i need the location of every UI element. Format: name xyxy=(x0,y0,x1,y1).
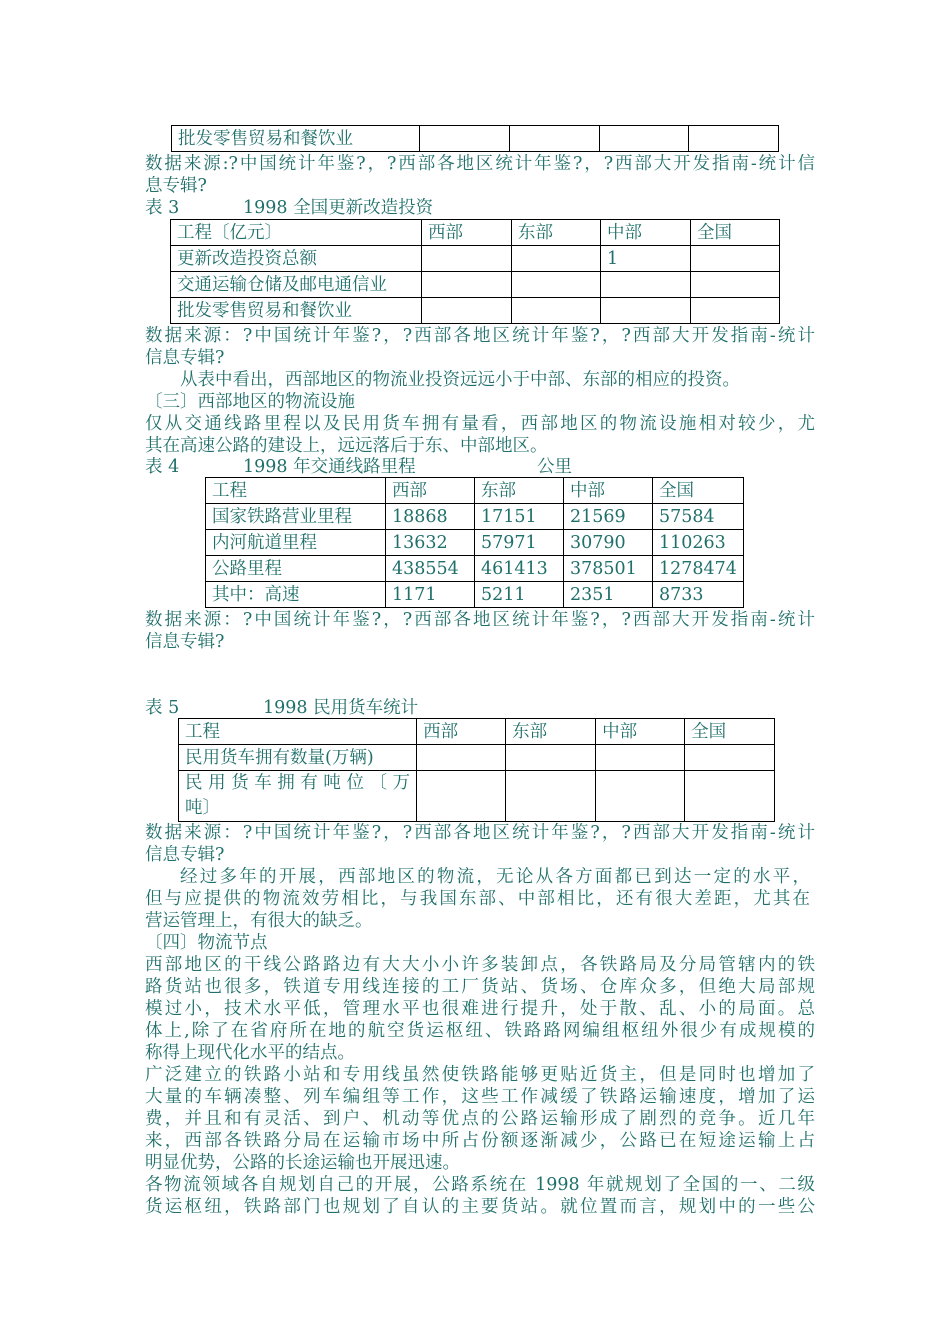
table-cell: 378501 xyxy=(564,556,653,582)
row-label: 国家铁路营业里程 xyxy=(206,504,386,530)
table-4 xyxy=(205,477,744,608)
column-header: 工程〔亿元〕 xyxy=(171,220,422,246)
table-caption-title: 1998 全国更新改造投资 xyxy=(243,198,434,218)
table-caption-title: 1998 民用货车统计 xyxy=(263,698,419,718)
table-cell: 1 xyxy=(601,246,691,272)
row-label-line: 民 用 货 车 拥 有 吨 位 〔 万 xyxy=(185,773,411,793)
table-cell: 17151 xyxy=(475,504,564,530)
column-header: 中部 xyxy=(601,220,691,246)
data-source-line: 息专辑? xyxy=(145,176,207,196)
paragraph-line: 模过小，技术水平低，管理水平也很难进行提升，处于散、乱、小的局面。总 xyxy=(145,999,815,1019)
table-cell xyxy=(601,298,691,324)
table-cell xyxy=(691,272,780,298)
table-cell: 57584 xyxy=(653,504,744,530)
table-cell xyxy=(420,126,510,152)
table-row xyxy=(172,126,779,152)
row-label: 批发零售贸易和餐饮业 xyxy=(171,298,422,324)
table-cell xyxy=(417,745,506,771)
column-header: 东部 xyxy=(475,478,564,504)
paragraph-line: 但与应提供的物流效劳相比，与我国东部、中部相比，还有很大差距，尤其在 xyxy=(145,889,810,909)
table-cell: 461413 xyxy=(475,556,564,582)
paragraph-line: 费，并且和有灵活、到户、机动等优点的公路运输形成了剧烈的竞争。近几年 xyxy=(145,1109,815,1129)
column-header: 东部 xyxy=(506,719,596,745)
table-header-row xyxy=(179,719,775,745)
table-3 xyxy=(170,219,780,324)
data-source-line: 数据来源：?中国统计年鉴?，?西部各地区统计年鉴?，?西部大开发指南-统计 xyxy=(145,326,815,346)
table-cell: 18868 xyxy=(386,504,475,530)
row-label: 更新改造投资总额 xyxy=(171,246,422,272)
table-cell xyxy=(601,272,691,298)
table-row xyxy=(171,246,780,272)
table-cell xyxy=(506,771,596,822)
paragraph-line: 仅从交通线路里程以及民用货车拥有量看，西部地区的物流设施相对较少，尤 xyxy=(145,414,815,434)
table-cell xyxy=(689,126,779,152)
paragraph-line: 其在高速公路的建设上，远远落后于东、中部地区。 xyxy=(145,436,548,456)
table-cell xyxy=(691,246,780,272)
table-cell: 8733 xyxy=(653,582,744,608)
table-row xyxy=(179,771,775,822)
paragraph-line: 西部地区的干线公路路边有大大小小许多装卸点，各铁路局及分局管辖内的铁 xyxy=(145,955,815,975)
paragraph-line: 来，西部各铁路分局在运输市场中所占份额逐渐减少，公路已在短途运输上占 xyxy=(145,1131,815,1151)
table-cell: 21569 xyxy=(564,504,653,530)
table-cell xyxy=(510,126,600,152)
data-source-line: 数据来源:?中国统计年鉴?，?西部各地区统计年鉴?，?西部大开发指南-统计信 xyxy=(145,154,815,174)
row-label: 其中：高速 xyxy=(206,582,386,608)
column-header: 中部 xyxy=(596,719,685,745)
table-row xyxy=(171,272,780,298)
table-row xyxy=(206,582,744,608)
row-label-line: 吨〕 xyxy=(185,798,220,818)
paragraph-line: 营运管理上，有很大的缺乏。 xyxy=(145,911,373,931)
column-header: 全国 xyxy=(691,220,780,246)
table-cell xyxy=(600,126,689,152)
table-cell xyxy=(422,246,512,272)
column-header: 西部 xyxy=(417,719,506,745)
table-5 xyxy=(178,718,775,822)
column-header: 中部 xyxy=(564,478,653,504)
data-source-line: 信息专辑? xyxy=(145,845,225,865)
column-header: 东部 xyxy=(512,220,601,246)
column-header: 全国 xyxy=(685,719,775,745)
paragraph-line: 经过多年的开展，西部地区的物流，无论从各方面都已到达一定的水平， xyxy=(180,867,810,887)
paragraph-line: 广泛建立的铁路小站和专用线虽然使铁路能够更贴近货主，但是同时也增加了 xyxy=(145,1065,815,1085)
paragraph-line: 明显优势，公路的长途运输也开展迅速。 xyxy=(145,1153,460,1173)
table-cell: 110263 xyxy=(653,530,744,556)
table-header-row xyxy=(206,478,744,504)
paragraph-line: 称得上现代化水平的结点。 xyxy=(145,1043,355,1063)
row-label: 交通运输仓储及邮电通信业 xyxy=(171,272,422,298)
table-caption-number: 表 5 xyxy=(145,698,180,718)
column-header: 西部 xyxy=(422,220,512,246)
table-cell xyxy=(417,771,506,822)
table-caption-number: 表 4 xyxy=(145,457,180,477)
data-source-line: 信息专辑? xyxy=(145,348,225,368)
table-cell: 批发零售贸易和餐饮业 xyxy=(172,126,420,152)
table-row xyxy=(179,745,775,771)
table-cell: 5211 xyxy=(475,582,564,608)
table-header-row xyxy=(171,220,780,246)
row-label: 民用货车拥有数量(万辆) xyxy=(179,745,417,771)
paragraph-line: 路货站也很多，铁道专用线连接的工厂货站、货场、仓库众多，但绝大局部规 xyxy=(145,977,815,997)
section-heading: 〔三〕西部地区的物流设施 xyxy=(145,392,355,412)
table-row xyxy=(171,298,780,324)
row-label xyxy=(179,771,417,822)
table-row xyxy=(206,530,744,556)
table-cell xyxy=(685,771,775,822)
table-caption-unit: 公里 xyxy=(537,457,572,477)
paragraph-line: 各物流领域各自规划自己的开展，公路系统在 1998 年就规划了全国的一、二级 xyxy=(145,1175,815,1195)
table-cell xyxy=(596,771,685,822)
table-cell xyxy=(685,745,775,771)
table-cell: 13632 xyxy=(386,530,475,556)
table-row xyxy=(206,504,744,530)
table-cell xyxy=(422,298,512,324)
table-cell xyxy=(691,298,780,324)
paragraph-line: 大量的车辆凑整、列车编组等工作，这些工作减缓了铁路运输速度，增加了运 xyxy=(145,1087,815,1107)
table-2-tail xyxy=(171,125,779,152)
table-cell xyxy=(512,298,601,324)
table-cell: 30790 xyxy=(564,530,653,556)
table-caption-title: 1998 年交通线路里程 xyxy=(243,457,416,477)
table-cell xyxy=(512,246,601,272)
column-header: 工程 xyxy=(206,478,386,504)
table-cell xyxy=(512,272,601,298)
table-cell xyxy=(506,745,596,771)
row-label: 公路里程 xyxy=(206,556,386,582)
row-label: 内河航道里程 xyxy=(206,530,386,556)
table-cell: 1171 xyxy=(386,582,475,608)
column-header: 西部 xyxy=(386,478,475,504)
column-header: 全国 xyxy=(653,478,744,504)
paragraph-line: 从表中看出，西部地区的物流业投资远远小于中部、东部的相应的投资。 xyxy=(180,370,740,390)
table-cell: 1278474 xyxy=(653,556,744,582)
data-source-line: 信息专辑? xyxy=(145,632,225,652)
table-cell: 2351 xyxy=(564,582,653,608)
data-source-line: 数据来源：?中国统计年鉴?，?西部各地区统计年鉴?，?西部大开发指南-统计 xyxy=(145,823,815,843)
section-heading: 〔四〕物流节点 xyxy=(145,933,268,953)
table-cell xyxy=(422,272,512,298)
table-cell: 438554 xyxy=(386,556,475,582)
table-caption-number: 表 3 xyxy=(145,198,180,218)
data-source-line: 数据来源：?中国统计年鉴?，?西部各地区统计年鉴?，?西部大开发指南-统计 xyxy=(145,610,815,630)
paragraph-line: 货运枢纽，铁路部门也规划了自认的主要货站。就位置而言，规划中的一些公 xyxy=(145,1197,815,1217)
paragraph-line: 体上,除了在省府所在地的航空货运枢纽、铁路路网编组枢纽外很少有成规模的 xyxy=(145,1021,815,1041)
column-header: 工程 xyxy=(179,719,417,745)
table-cell: 57971 xyxy=(475,530,564,556)
table-row xyxy=(206,556,744,582)
table-cell xyxy=(596,745,685,771)
